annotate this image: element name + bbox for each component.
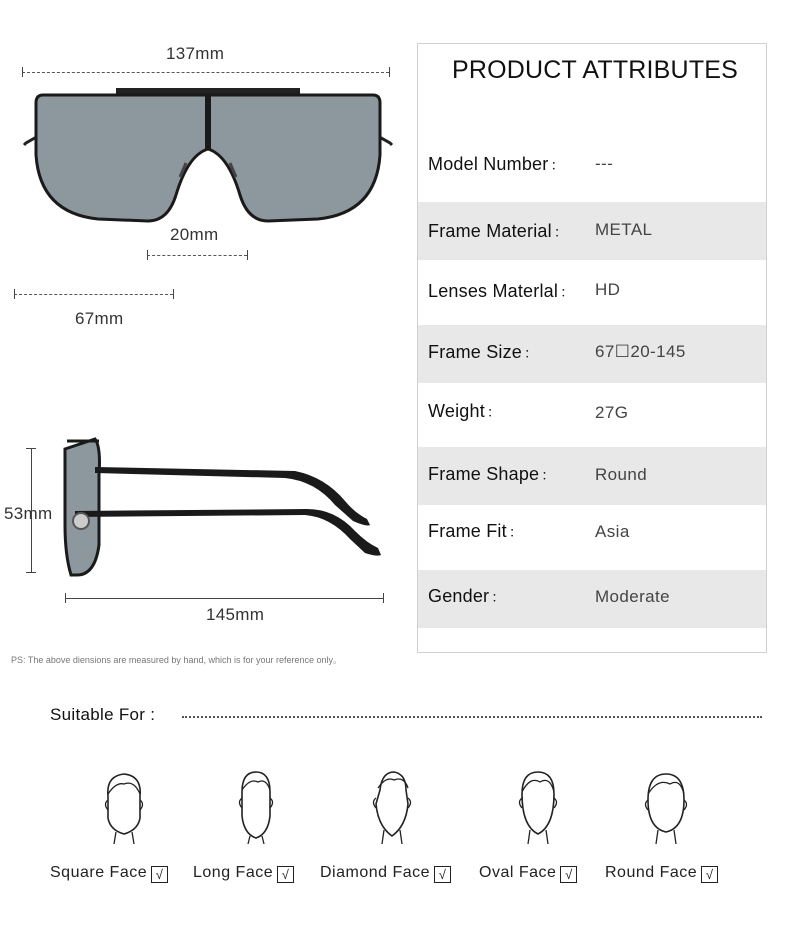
bridge-label: 20mm — [170, 225, 219, 244]
attr-value-gender: Moderate — [595, 587, 671, 606]
attr-label-frame-fit: Frame Fit — [428, 521, 507, 541]
suitable-for-divider — [182, 716, 762, 718]
temple-length-line — [65, 598, 383, 599]
lens-width-line — [14, 294, 173, 295]
attr-label-frame-size: Frame Size — [428, 342, 523, 362]
attr-label-weight: Weight — [428, 401, 485, 421]
attr-value-model-number: --- — [595, 154, 614, 173]
lens-height-label: 53mm — [4, 504, 53, 523]
temple-length-tick-right — [383, 593, 384, 603]
long-face-icon — [226, 768, 286, 844]
attr-colon: ： — [508, 524, 524, 540]
attr-colon: ： — [560, 284, 575, 300]
face-label-diamond — [320, 864, 451, 883]
attr-row-frame-size — [418, 325, 766, 383]
attr-colon: ： — [553, 224, 569, 240]
temple-length-label: 145mm — [206, 605, 265, 624]
oval-face-icon — [508, 768, 568, 844]
check-mark-icon: √ — [560, 866, 577, 883]
product-attributes-title: PRODUCT ATTRIBUTES — [452, 56, 739, 84]
bridge-tick-left — [147, 250, 148, 260]
attr-row-frame-shape — [418, 447, 766, 505]
lens-width-tick-left — [14, 289, 15, 299]
check-mark-icon: √ — [151, 866, 168, 883]
attr-label-lenses-material: Lenses Materlal — [428, 281, 559, 301]
temple-length-tick-left — [65, 593, 66, 603]
product-attributes-panel — [417, 43, 767, 653]
suitable-for-title: Suitable For : — [50, 705, 156, 724]
check-mark-icon: √ — [701, 866, 718, 883]
lens-height-line — [31, 448, 32, 572]
face-label-long-text: Long Face — [193, 864, 274, 881]
width-total-tick-right — [389, 67, 390, 77]
attr-colon: ： — [524, 345, 539, 361]
attr-value-weight: 27G — [595, 403, 629, 422]
attr-row-weight — [418, 384, 766, 442]
width-total-line — [22, 72, 389, 73]
width-total-label: 137mm — [166, 44, 225, 63]
attr-value-frame-size: 67☐20-145 — [595, 342, 686, 361]
square-face-icon — [94, 768, 154, 844]
check-mark-icon: √ — [277, 866, 294, 883]
face-label-round — [605, 864, 718, 883]
face-label-square — [50, 864, 168, 883]
face-label-square-text: Square Face — [50, 864, 148, 881]
face-label-diamond-text: Diamond Face — [320, 864, 431, 881]
attr-colon: ： — [486, 404, 502, 420]
face-label-round-text: Round Face — [605, 864, 698, 881]
attr-colon: ： — [550, 157, 565, 173]
lens-height-tick-bottom — [26, 572, 36, 573]
attr-value-lenses-material: HD — [595, 280, 621, 299]
measurement-note: PS: The above diensions are measured by hand, which is for your reference only。 — [11, 655, 343, 665]
attr-label-frame-material: Frame Material — [428, 221, 552, 241]
attr-row-frame-fit — [418, 506, 766, 564]
attr-label-frame-shape: Frame Shape — [428, 464, 540, 484]
width-total-tick-left — [22, 67, 23, 77]
attr-row-lenses-material — [418, 261, 766, 319]
face-label-oval — [479, 864, 577, 883]
bridge-line — [147, 255, 247, 256]
attr-label-model-number: Model Number — [428, 154, 549, 174]
attr-value-frame-shape: Round — [595, 465, 648, 484]
attr-row-frame-material — [418, 202, 766, 260]
sunglasses-front-view — [18, 85, 398, 230]
lens-width-tick-right — [173, 289, 174, 299]
attr-colon: ： — [491, 589, 506, 605]
face-label-long — [193, 864, 294, 883]
face-label-oval-text: Oval Face — [479, 864, 557, 881]
round-face-icon — [636, 768, 696, 844]
attr-value-frame-material: METAL — [595, 220, 653, 239]
attr-value-frame-fit: Asia — [595, 522, 630, 541]
attr-row-model-number — [418, 135, 766, 193]
check-mark-icon: √ — [434, 866, 451, 883]
attr-label-gender: Gender — [428, 586, 490, 606]
lens-width-label: 67mm — [75, 309, 124, 328]
lens-height-tick-top — [26, 448, 36, 449]
sunglasses-side-view — [55, 435, 390, 585]
attr-colon: ： — [541, 467, 556, 483]
bridge-tick-right — [247, 250, 248, 260]
diamond-face-icon — [362, 768, 422, 844]
attr-row-gender — [418, 570, 766, 628]
